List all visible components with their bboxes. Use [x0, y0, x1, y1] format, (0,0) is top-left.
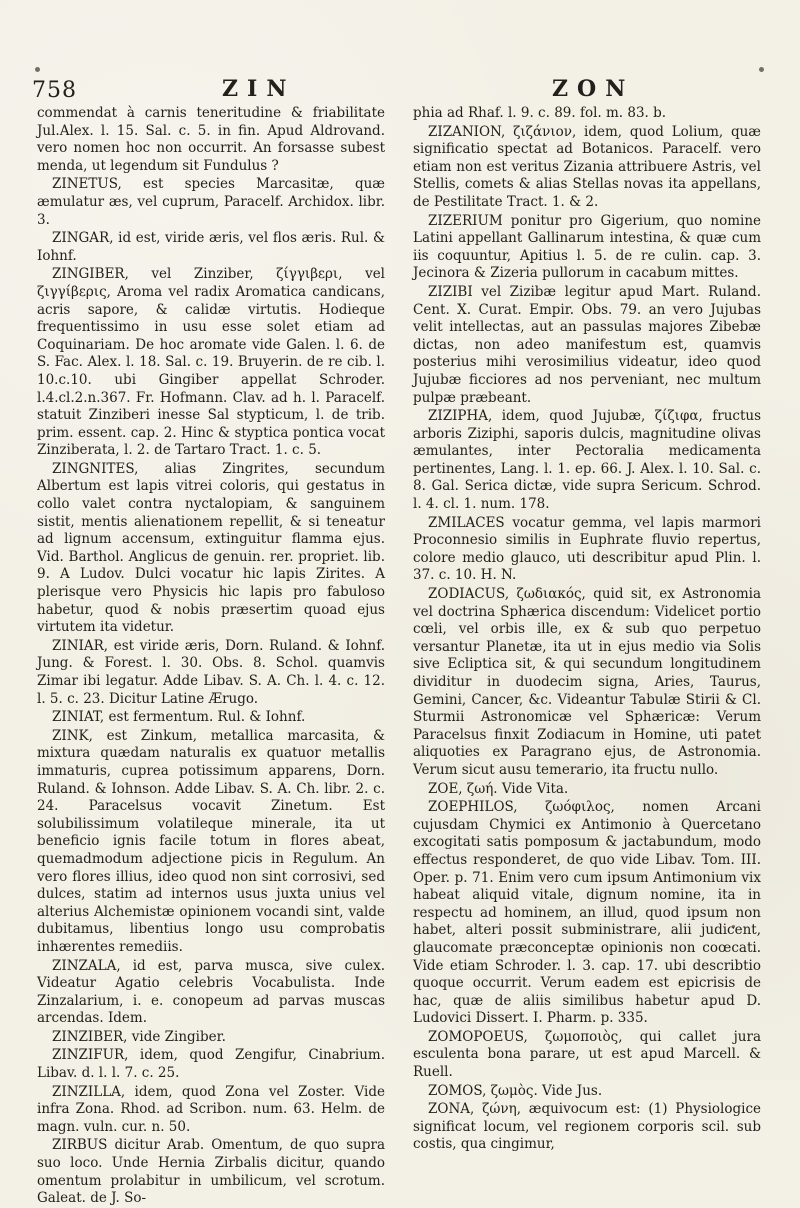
- entry: ZINGNITES, alias Zingrites, secundum Albertum est lapis vitrei coloris, qui gestatus in collo valet contra nyctalopiam, & sanguinem sistit, mentis alienationem repellit, & si teneatur ad lignum accensum, extinguitur flamma ejus. Vid. Barthol. Anglicus de genuin. rer. propriet. lib. 9. A Ludov. Dulci vocatur hic lapis Zirites. A plerisque vero Physicis hic lapis pro fabuloso habetur, quod & nobis præsertim quoad ejus virtutem ita videtur.: [37, 460, 385, 636]
- entry: ZOMOS, ζωμὸς. Vide Jus.: [428, 1082, 603, 1099]
- entry: ZOE, ζωή. Vide Vita.: [428, 780, 569, 797]
- entry: ZINZALA, id est, parva musca, sive culex. Videatur Agatio celebris Vocabulista. Inde Zinzalarium, i. e. conopeum ad parvas muscas arcendas. Idem.: [37, 957, 385, 1027]
- entry: ZIRBUS dicitur Arab. Omentum, de quo supra suo loco. Unde Hernia Zirbalis dicitur, quando omentum prolabitur in umbilicum, vel scrotum. Galeat. de J. So-: [37, 1137, 385, 1207]
- entry: ZIZANION, ζιζάνιον, idem, quod Lolium, quæ significatio spectat ad Botanicos. Paracelf. vero etiam non est veritus Zizania attribuere Astris, vel Stellis, comets & alias Stellas novas ita appellans, de Pestilitate Tract. 1. & 2.: [413, 123, 761, 210]
- entry: ZIZIPHA, idem, quod Jujubæ, ζίζιφα, fructus arboris Ziziphi, saporis dulcis, magnitudine olivas æmulantes, inter Pectoralia medicamenta pertinentes, Lang. l. 1. ep. 66. J. Alex. l. 10. Sal. c. 8. Gal. Serica dictæ, vide supra Sericum. Schrod. l. 4. cl. 1. num. 178.: [413, 408, 761, 513]
- entry: ZINGAR, id est, viride æris, vel flos æris. Rul. & Iohnf.: [37, 230, 385, 264]
- entry: phia ad Rhaf. l. 9. c. 89. fol. m. 83. b.: [413, 105, 667, 121]
- entry: ZINZIFUR, idem, quod Zengifur, Cinabrium. Libav. d. l. l. 7. c. 25.: [37, 1047, 385, 1082]
- page-number: 758: [32, 78, 77, 103]
- entry: ZOEPHILOS, ζωόφιλος, nomen Arcani cujusdam Chymici ex Antimonio à Quercetano excogitati satis pomposum & jactabundum, modo effectus responderet, de quo vide Libav. Tom. III. Oper. p. 71. Enim vero cum ipsum Antimonium vix habeat aliquid vitale, dignum nomine, ita in respectu ad hominem, an illud, quod ipsum non habet, alteri possit subministrare, alii judicent, glaucomate præconceptæ opinionis non coœcati. Vide etiam Schroder. l. 3. cap. 17. ubi describtio quoque occurrit. Verum eadem est epicrisis de hac, quæ de aliis similibus habetur apud D. Ludovici Dissert. I. Pharm. p. 335.: [413, 799, 761, 1027]
- page-mark: [759, 67, 764, 72]
- entry: ZMILACES vocatur gemma, vel lapis marmori Proconnesio similis in Euphrate fluvio repertus, colore medio glauco, uti describitur apud Plin. l. 37. c. 10. H. N.: [413, 514, 761, 584]
- entry: ZINGIBER, vel Zinziber, ζίγγιβερι, vel ζιγγίβερις, Aroma vel radix Aromatica candicans, acris sapore, & calidæ virtutis. Hodieque frequentissimo in usu esse solet etiam ad Coquinariam. De hoc aromate vide Galen. l. 6. de S. Fac. Alex. l. 18. Sal. c. 19. Bruyerin. de re cib. l. 10.c.10. ubi Gingiber appellat Schroder. l.4.cl.2.n.367. Fr. Hofmann. Clav. ad h. l. Paracelf. statuit Zinziberi inesse Sal stypticum, l. de trib. prim. essent. cap. 2. Hinc & styptica pontica vocat Zinziberata, l. 2. de Tartaro Tract. 1. c. 5.: [37, 266, 385, 459]
- entry: ZINIAT, est fermentum. Rul. & Iohnf.: [52, 709, 306, 726]
- running-header-left: ZIN: [222, 76, 296, 102]
- entry: ZOMOPOEUS, ζωμοποιὸς, qui callet jura esculenta bona parare, ut est apud Marcell. & Ruell.: [413, 1028, 761, 1081]
- entry: ZINETUS, est species Marcasitæ, quæ æmulatur æs, vel cuprum, Paracelf. Archidox. libr. 3.: [37, 176, 385, 228]
- entry: commendat à carnis teneritudine & friabilitate Jul.Alex. l. 15. Sal. c. 5. in fin. Apud Aldrovand. vero nomen hoc non occurrit. An forsasse subest menda, ut legendum sit Fundulus ?: [37, 105, 385, 174]
- running-header-right: ZON: [552, 76, 635, 102]
- entry: ZODIACUS, ζωδιακός, quid sit, ex Astronomia vel doctrina Sphærica discendum: Videlicet portio cœli, vel orbis ille, ex & sub quo perpetuo versantur Planetæ, ita ut in ejus medio via Solis sive Ecliptica sit, & qui secundum longitudinem dividitur in duodecim signa, Aries, Taurus, Gemini, Cancer, &c. Videantur Tabulæ Stirii & Cl. Sturmii Astronomicæ vel Sphæricæ: Verum Paracelsus finxit Zodiacum in Homine, uti patet aliquoties ex Paragrano ejus, de Astronomia. Verum sicut ausu temerario, ita fructu nullo.: [413, 586, 761, 778]
- entry: ZINZIBER, vide Zingiber.: [52, 1028, 226, 1045]
- entry: ZIZIBI vel Zizibæ legitur apud Mart. Ruland. Cent. X. Curat. Empir. Obs. 79. an vero Jujubas velit intellectas, aut an passulas majores Zibebæ dictas, non adeo manifestum est, quamvis posterius mihi verosimilius videatur, ideo quod Jujubæ ficciores ad nos perveniant, nec multum pulpæ præbeant.: [413, 283, 761, 406]
- page-mark: [35, 67, 40, 72]
- left-column: [37, 105, 385, 1207]
- entry: ZONA, ζώνη, æquivocum est: (1) Physiologice significat locum, vel regionem corporis scil. sub costis, qua cingimur,: [413, 1101, 761, 1153]
- entry: ZINIAR, est viride æris, Dorn. Ruland. & Iohnf. Jung. & Forest. l. 30. Obs. 8. Schol. quamvis Zimar ibi legatur. Adde Libav. S. A. Ch. l. 4. c. 12. l. 5. c. 23. Dicitur Latine Ærugo.: [37, 637, 385, 707]
- entry: ZINK, est Zinkum, metallica marcasita, & mixtura quædam naturalis ex quatuor metallis immaturis, cuprea potissimum apparens, Dorn. Ruland. & Iohnson. Adde Libav. S. A. Ch. libr. 2. c. 24. Paracelsus vocavit Zinetum. Est solubilissimum volatileque minerale, ita ut beneficio ignis facile totum in flores abeat, quemadmodum adjectione picis in Regulum. An vero flores illius, ideo quod non sint corrosivi, sed dulces, statim ad internos usus juxta unius vel alterius Alchemistæ opinionem vocandi sint, valde dubitamus, libentius longo usu comprobatis inhærentes remediis.: [37, 727, 385, 955]
- entry: ZIZERIUM ponitur pro Gigerium, quo nomine Latini appellant Gallinarum intestina, & quæ cum iis coquuntur, Apitius l. 5. de re culin. cap. 3. Jecinora & Zizeria pullorum in cacabum mittes.: [413, 212, 761, 282]
- right-column: [413, 105, 761, 1153]
- text-columns: [37, 105, 762, 1207]
- entry: ZINZILLA, idem, quod Zona vel Zoster. Vide infra Zona. Rhod. ad Scribon. num. 63. Helm. de magn. vuln. cur. n. 50.: [37, 1083, 385, 1135]
